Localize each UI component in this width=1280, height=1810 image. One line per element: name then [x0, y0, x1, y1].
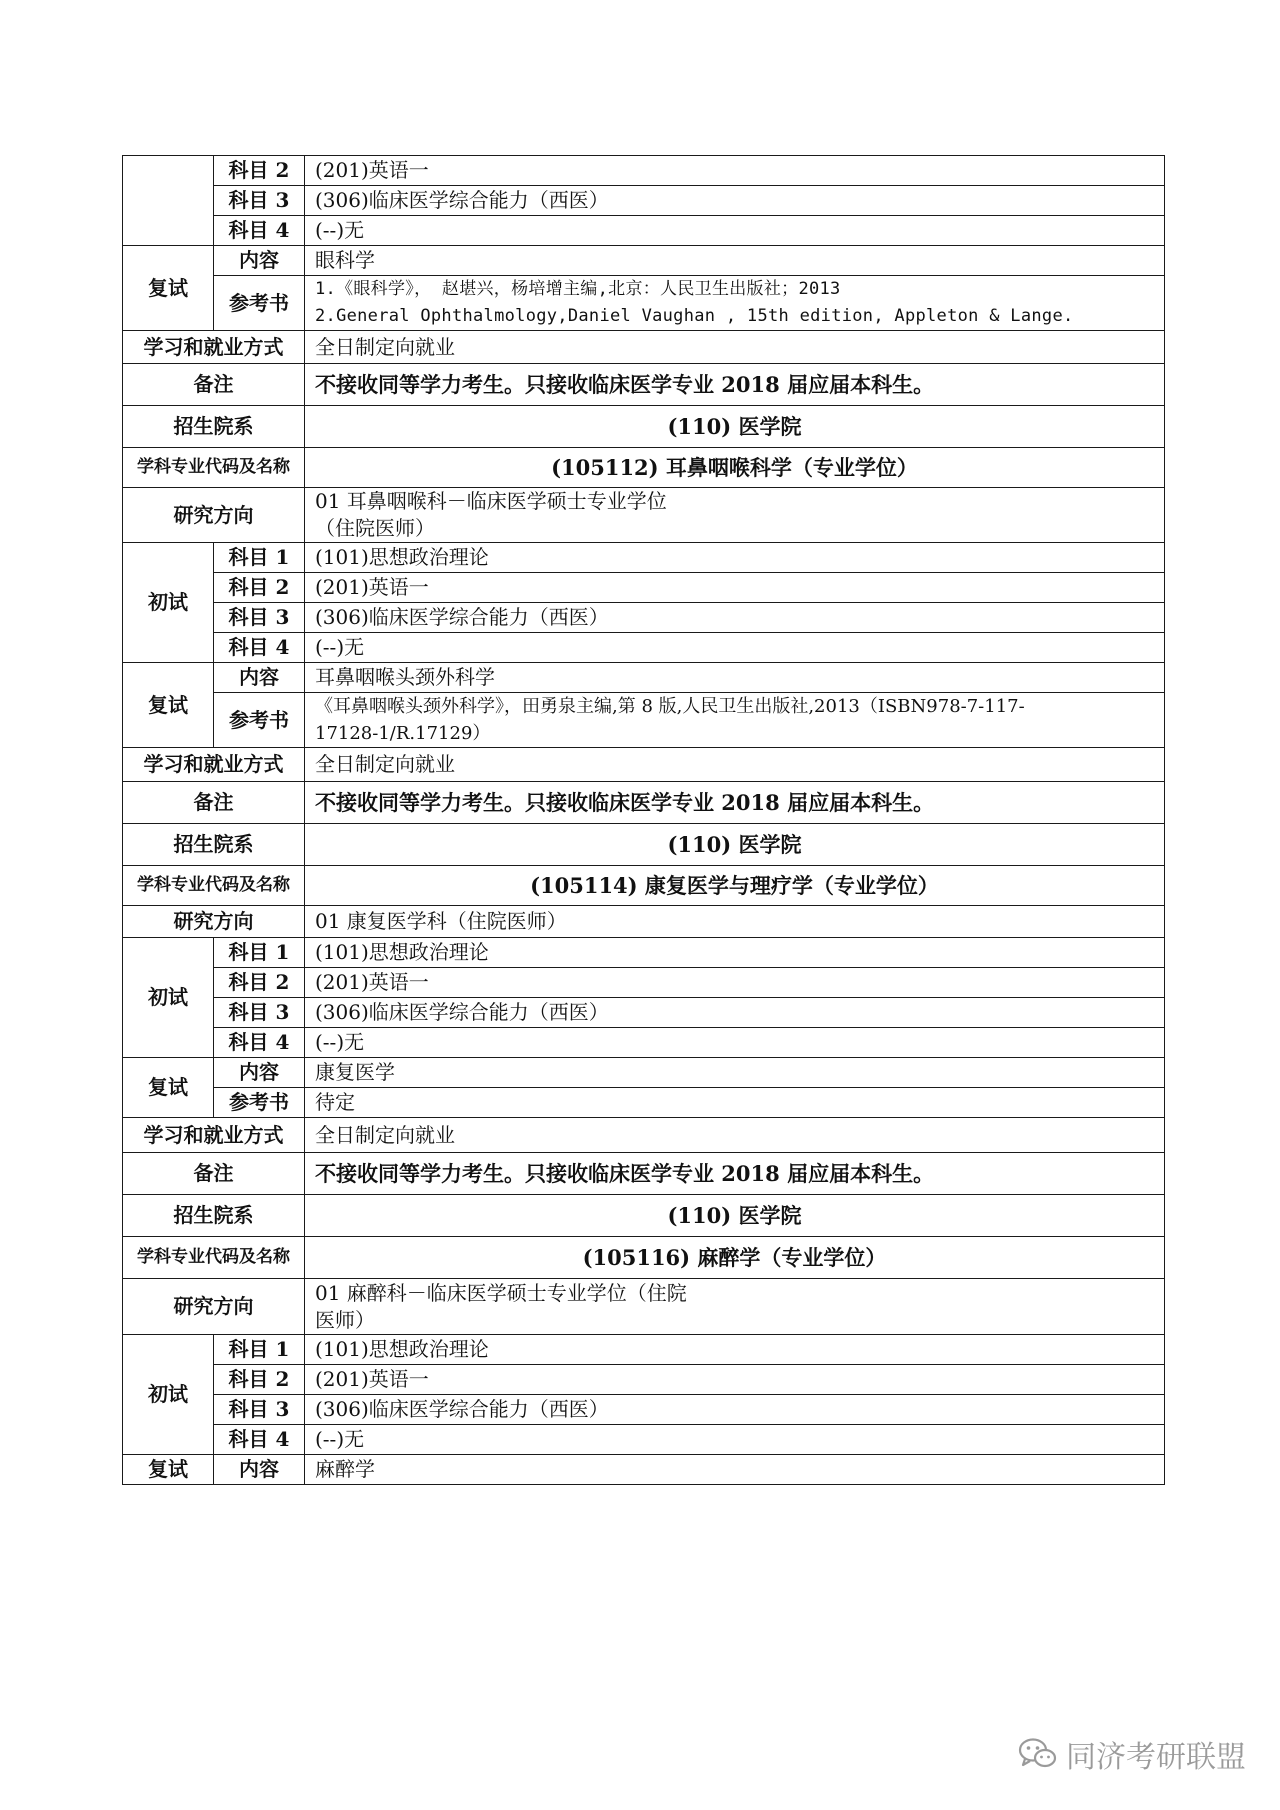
retest-content-value: 眼科学 [305, 246, 1165, 276]
retest-label: 复试 [123, 1455, 214, 1485]
major-code-label: 学科专业代码及名称 [123, 448, 305, 488]
subject1-value: (101)思想政治理论 [305, 1335, 1165, 1365]
direction-label: 研究方向 [123, 906, 305, 938]
subject2-label: 科目 2 [214, 1365, 305, 1395]
study-mode-label: 学习和就业方式 [123, 748, 305, 782]
table-row [123, 1425, 1165, 1455]
subject3-value: (306)临床医学综合能力（西医） [305, 998, 1165, 1028]
study-mode-label: 学习和就业方式 [123, 331, 305, 364]
retest-label: 复试 [123, 246, 214, 331]
subject2-label: 科目 2 [214, 573, 305, 603]
direction-label: 研究方向 [123, 1279, 305, 1335]
table-row [123, 488, 1165, 543]
study-mode-value: 全日制定向就业 [305, 748, 1165, 782]
subject4-value: (--)无 [305, 1028, 1165, 1058]
table-row [123, 1395, 1165, 1425]
content-label: 内容 [214, 1058, 305, 1088]
retest-label: 复试 [123, 1058, 214, 1118]
subject3-value: (306)临床医学综合能力（西医） [305, 1395, 1165, 1425]
table-row [123, 1195, 1165, 1237]
subject1-label: 科目 1 [214, 1335, 305, 1365]
subject4-value: (--)无 [305, 633, 1165, 663]
subject4-value: (--)无 [305, 216, 1165, 246]
prelim-label: 初试 [123, 938, 214, 1058]
direction-value: 01 康复医学科（住院医师） [305, 906, 1165, 938]
reference-label: 参考书 [214, 276, 305, 331]
content-label: 内容 [214, 663, 305, 693]
subject2-value: (201)英语一 [305, 573, 1165, 603]
table-row [123, 633, 1165, 663]
subject1-label: 科目 1 [214, 938, 305, 968]
table-row [123, 824, 1165, 866]
table-row [123, 276, 1165, 331]
prelim-label-cell [123, 156, 214, 246]
direction-line-1: 01 麻醉科－临床医学硕士专业学位（住院 [315, 1280, 687, 1305]
table-row [123, 748, 1165, 782]
prelim-label: 初试 [123, 1335, 214, 1455]
table-row [123, 1455, 1165, 1485]
table-row [123, 663, 1165, 693]
table-row [123, 906, 1165, 938]
content-label: 内容 [214, 246, 305, 276]
reference-line-2: 17128-1/R.17129） [315, 723, 491, 744]
major-code-label: 学科专业代码及名称 [123, 1237, 305, 1279]
subject1-value: (101)思想政治理论 [305, 543, 1165, 573]
major-code-value: (105114) 康复医学与理疗学（专业学位） [305, 866, 1165, 906]
table-row [123, 693, 1165, 748]
major-code-value: (105116) 麻醉学（专业学位） [305, 1237, 1165, 1279]
direction-label: 研究方向 [123, 488, 305, 543]
table-row [123, 603, 1165, 633]
remark-label: 备注 [123, 782, 305, 824]
table-row [123, 216, 1165, 246]
table-row [123, 1088, 1165, 1118]
subject4-label: 科目 4 [214, 633, 305, 663]
department-label: 招生院系 [123, 824, 305, 866]
reference-label: 参考书 [214, 693, 305, 748]
department-label: 招生院系 [123, 1195, 305, 1237]
subject1-label: 科目 1 [214, 543, 305, 573]
subject3-label: 科目 3 [214, 1395, 305, 1425]
subject2-value: (201)英语一 [305, 968, 1165, 998]
table-row [123, 938, 1165, 968]
watermark [1018, 1732, 1246, 1776]
retest-content-value: 康复医学 [305, 1058, 1165, 1088]
subject2-value: (201)英语一 [305, 1365, 1165, 1395]
department-value: (110) 医学院 [305, 824, 1165, 866]
subject4-label: 科目 4 [214, 1425, 305, 1455]
table-row [123, 1153, 1165, 1195]
table-row [123, 543, 1165, 573]
reference-value [305, 693, 1165, 748]
content-label: 内容 [214, 1455, 305, 1485]
remark-value: 不接收同等学力考生。只接收临床医学专业 2018 届应届本科生。 [305, 1153, 1165, 1195]
watermark-text: 同济考研联盟 [1066, 1740, 1246, 1775]
reference-value [305, 276, 1165, 331]
wechat-icon [1018, 1737, 1058, 1771]
department-label: 招生院系 [123, 406, 305, 448]
retest-content-value: 耳鼻咽喉头颈外科学 [305, 663, 1165, 693]
subject3-label: 科目 3 [214, 186, 305, 216]
retest-content-value: 麻醉学 [305, 1455, 1165, 1485]
table-row [123, 1365, 1165, 1395]
major-code-label: 学科专业代码及名称 [123, 866, 305, 906]
reference-label: 参考书 [214, 1088, 305, 1118]
study-mode-label: 学习和就业方式 [123, 1118, 305, 1153]
reference-line-2: 2.General Ophthalmology,Daniel Vaughan , 15th edition, Appleton & Lange. [315, 306, 1074, 326]
table-row [123, 782, 1165, 824]
table-row [123, 448, 1165, 488]
subject4-label: 科目 4 [214, 1028, 305, 1058]
table-row [123, 968, 1165, 998]
subject1-value: (101)思想政治理论 [305, 938, 1165, 968]
reference-line-1: 《耳鼻咽喉头颈外科学》，田勇泉主编,第 8 版,人民卫生出版社,2013（ISBN978-7-117- [315, 696, 1025, 717]
direction-line-1: 01 耳鼻咽喉科－临床医学硕士专业学位 [315, 489, 667, 513]
table-row [123, 364, 1165, 406]
table-row [123, 866, 1165, 906]
admission-table [122, 155, 1165, 1485]
subject2-label: 科目 2 [214, 968, 305, 998]
table-row [123, 156, 1165, 186]
remark-label: 备注 [123, 364, 305, 406]
remark-label: 备注 [123, 1153, 305, 1195]
subject3-value: (306)临床医学综合能力（西医） [305, 603, 1165, 633]
table-row [123, 1335, 1165, 1365]
table-row [123, 1028, 1165, 1058]
table-row [123, 1118, 1165, 1153]
table-row [123, 406, 1165, 448]
major-code-value: (105112) 耳鼻咽喉科学（专业学位） [305, 448, 1165, 488]
reference-value: 待定 [305, 1088, 1165, 1118]
retest-label: 复试 [123, 663, 214, 748]
direction-value [305, 1279, 1165, 1335]
direction-value [305, 488, 1165, 543]
remark-value: 不接收同等学力考生。只接收临床医学专业 2018 届应届本科生。 [305, 782, 1165, 824]
prelim-label: 初试 [123, 543, 214, 663]
subject2-label: 科目 2 [214, 156, 305, 186]
direction-line-2: 医师） [315, 1307, 375, 1332]
table-row [123, 1279, 1165, 1335]
subject3-label: 科目 3 [214, 603, 305, 633]
subject2-value: (201)英语一 [305, 156, 1165, 186]
table-row [123, 186, 1165, 216]
subject4-label: 科目 4 [214, 216, 305, 246]
reference-line-1: 1.《眼科学》， 赵堪兴，杨培增主编,北京：人民卫生出版社；2013 [315, 279, 841, 299]
remark-value: 不接收同等学力考生。只接收临床医学专业 2018 届应届本科生。 [305, 364, 1165, 406]
subject3-label: 科目 3 [214, 998, 305, 1028]
table-row [123, 998, 1165, 1028]
subject3-value: (306)临床医学综合能力（西医） [305, 186, 1165, 216]
table-row [123, 331, 1165, 364]
subject4-value: (--)无 [305, 1425, 1165, 1455]
study-mode-value: 全日制定向就业 [305, 331, 1165, 364]
study-mode-value: 全日制定向就业 [305, 1118, 1165, 1153]
table-row [123, 1237, 1165, 1279]
direction-line-2: （住院医师） [315, 516, 435, 540]
table-row [123, 246, 1165, 276]
table-row [123, 1058, 1165, 1088]
department-value: (110) 医学院 [305, 1195, 1165, 1237]
table-row [123, 573, 1165, 603]
department-value: (110) 医学院 [305, 406, 1165, 448]
